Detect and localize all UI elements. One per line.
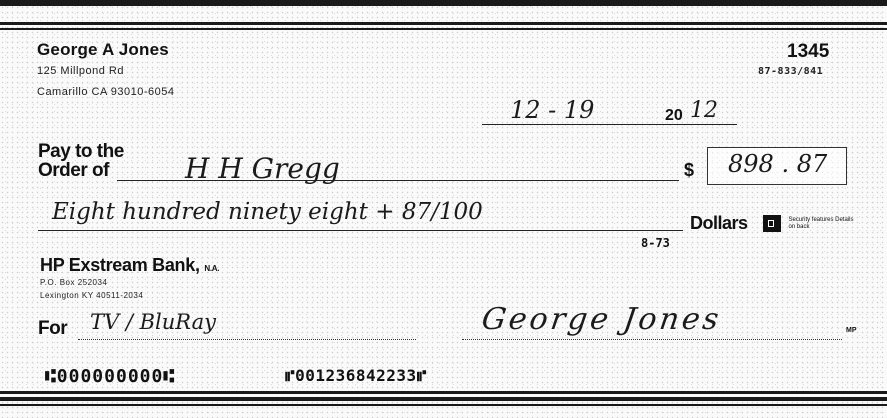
bottom-border <box>0 391 887 394</box>
bottom-border-3 <box>0 404 887 406</box>
routing-fraction: 8-73 <box>641 236 670 250</box>
memo-label: For <box>38 318 68 339</box>
pay-to-label-2: Order of <box>38 160 109 181</box>
date-handwritten: 12 - 19 <box>510 96 595 124</box>
payee-handwritten: H H Gregg <box>185 152 340 185</box>
dollars-label: Dollars <box>690 213 748 233</box>
amount-numeric-handwritten: 898 . 87 <box>728 150 828 178</box>
mp-mark: MP <box>846 327 857 334</box>
top-border <box>0 0 887 6</box>
micr-account: ⑈001236842233⑈ <box>285 366 427 385</box>
security-text: Security features Details on back <box>788 216 854 230</box>
signature-line <box>462 339 842 340</box>
bank-address-2: Lexington KY 40511-2034 <box>40 291 144 300</box>
date-line <box>482 124 737 125</box>
currency-symbol: $ <box>684 160 695 180</box>
pay-to-label-1: Pay to the <box>38 141 124 162</box>
micr-routing: ⑆000000000⑆ <box>45 366 176 387</box>
payee-line <box>117 180 679 181</box>
bottom-border-2 <box>0 397 887 401</box>
account-holder-name: George A Jones <box>37 40 169 59</box>
account-holder-address-2: Camarillo CA 93010-6054 <box>37 86 175 98</box>
bank-name <box>40 255 219 276</box>
signature-handwritten: George Jones <box>479 302 724 337</box>
memo-handwritten: TV / BluRay <box>90 310 216 334</box>
bank-name-suffix: N.A. <box>204 264 220 273</box>
top-border-2 <box>0 22 887 25</box>
account-holder-address-1: 125 Millpond Rd <box>37 65 124 77</box>
date-year-handwritten: 12 <box>690 98 718 123</box>
bank-address-1: P.O. Box 252034 <box>40 278 108 287</box>
amount-words-handwritten: Eight hundred ninety eight + 87/100 <box>52 199 483 225</box>
fractional-code: 87-833/841 <box>758 66 824 77</box>
amount-words-line <box>38 230 683 231</box>
padlock-icon <box>763 215 781 232</box>
security-feature <box>763 215 858 233</box>
top-border-3 <box>0 28 887 30</box>
check-number: 1345 <box>787 41 830 62</box>
date-year-prefix: 20 <box>665 107 683 124</box>
bank-name-text: HP Exstream Bank, <box>40 255 200 275</box>
memo-line <box>78 339 416 340</box>
